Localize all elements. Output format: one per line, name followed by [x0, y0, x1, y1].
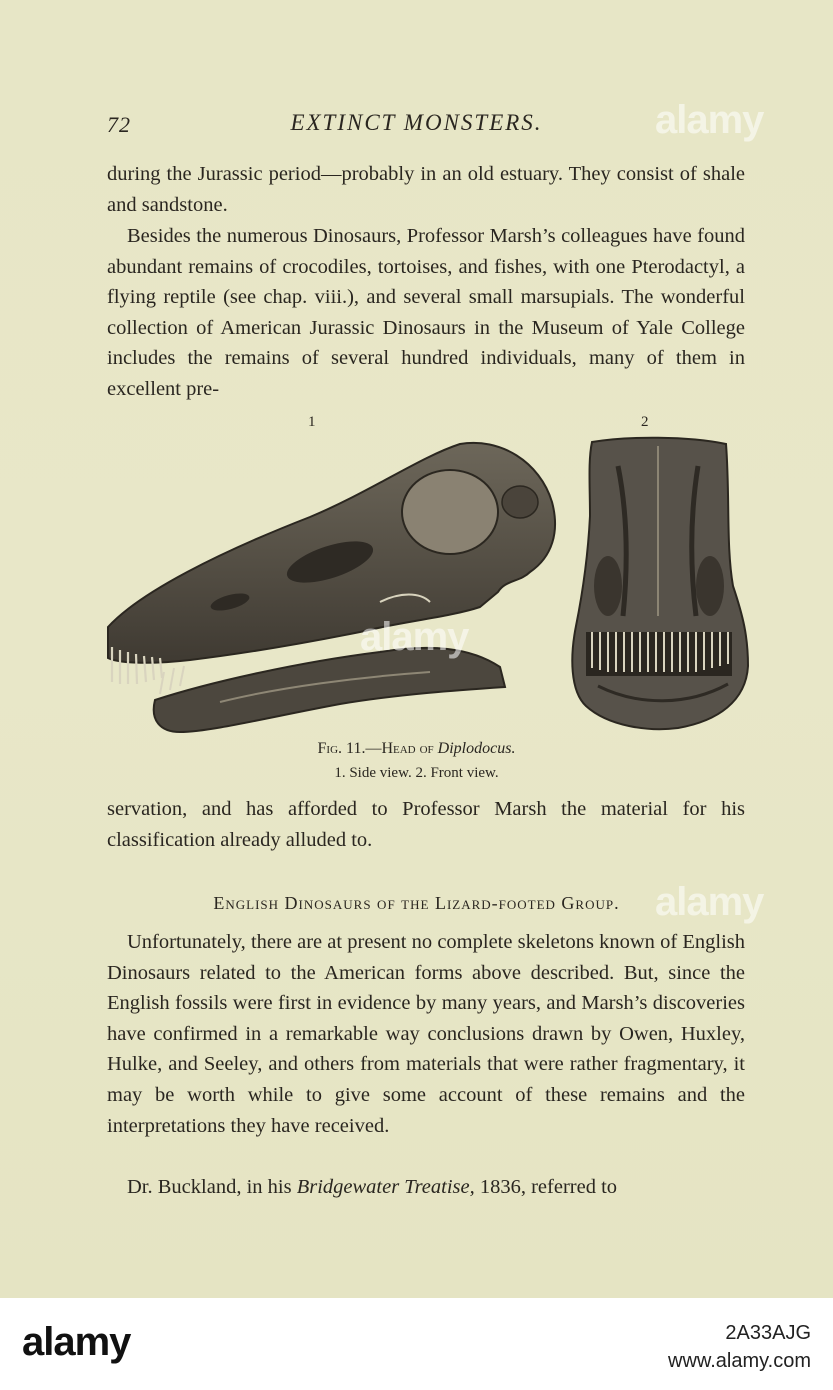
- figure-caption-line2: 1. Side view. 2. Front view.: [334, 765, 499, 781]
- image-id: 2A33AJG: [725, 1322, 811, 1344]
- section-heading: English Dinosaurs of the Lizard-footed Group.: [213, 893, 620, 913]
- caption-species: Diplodocus.: [437, 740, 516, 757]
- site-url[interactable]: www.alamy.com: [668, 1350, 811, 1372]
- figure-label-2: 2: [641, 414, 649, 430]
- paragraph-5: [107, 1172, 745, 1203]
- page-number: 72: [107, 112, 131, 137]
- watermark-top-right: alamy: [655, 98, 764, 142]
- watermark-mid-right: alamy: [655, 880, 764, 924]
- figure-caption: [0, 740, 833, 758]
- paragraph-5-start: Dr. Buckland, in his: [127, 1176, 297, 1198]
- paragraph-5-title: Bridgewater Treatise,: [296, 1176, 475, 1198]
- paragraph-3: servation, and has afforded to Professor Marsh the material for his classification already alluded to.: [107, 798, 745, 851]
- caption-prefix: Fig. 11.—Head of: [317, 740, 438, 757]
- paragraph-4: Unfortunately, there are at present no complete skeletons known of English Dinosaurs related to the American forms above described. But, since the English fossils were first in evidence by many years, and Marsh’s discoveries have confirmed in a remarkable way conclusions drawn by Owen, Huxley, Hulke, and Seeley, and others from materials that were rather fragmentary, it may be worth while to give some account of these remains and the interpretations they have received.: [107, 931, 745, 1137]
- alamy-logo[interactable]: alamy: [22, 1320, 131, 1364]
- skull-front-view: [568, 436, 750, 736]
- paragraph-1: during the Jurassic period—probably in an old estuary. They consist of shale and sandstone.: [107, 163, 745, 216]
- paragraph-5-end: 1836, referred to: [474, 1176, 618, 1198]
- paragraph-2: Besides the numerous Dinosaurs, Professor Marsh’s colleagues have found abundant remains of crocodiles, tortoises, and fishes, with one Pterodactyl, a flying reptile (see chap. viii.), and several small marsupials. The wonderful collection of American Jurassic Dinosaurs in the Museum of Yale College includes the remains of several hundred individuals, many of them in excellent pre-: [107, 225, 745, 400]
- skull-side-view: [100, 432, 560, 742]
- watermark-center: alamy: [360, 615, 469, 659]
- figure-label-1: 1: [308, 414, 316, 430]
- running-head: EXTINCT MONSTERS.: [290, 110, 543, 135]
